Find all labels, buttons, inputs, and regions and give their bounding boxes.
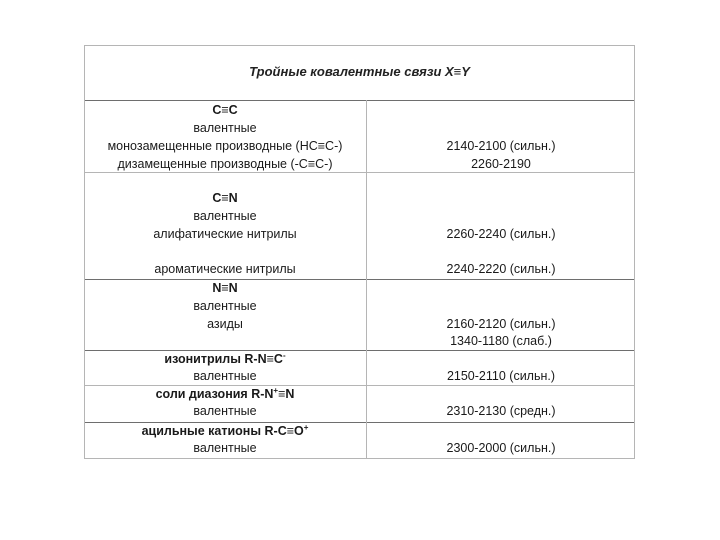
band-value: 2140-2100 (сильн.) [446, 139, 556, 153]
band-value: 1340-1180 (слаб.) [450, 334, 552, 348]
isonitrile-charge: - [282, 350, 286, 360]
bond-cn: C≡N [212, 191, 238, 205]
bond-nn: N≡N [212, 281, 238, 295]
bond-acyl-cation [84, 423, 366, 440]
row-label: валентные [193, 369, 257, 383]
band-value: 2310-2130 (средн.) [446, 404, 556, 418]
row-label: валентные [193, 121, 257, 135]
row-label: ароматические нитрилы [154, 262, 296, 276]
row-label: азиды [207, 317, 243, 331]
row-label: монозамещенные производные (HC≡C-) [107, 139, 343, 153]
acyl-charge: + [303, 422, 309, 432]
acyl-label: ацильные катионы R-C≡O [141, 424, 304, 438]
band-value: 2300-2000 (сильн.) [446, 441, 556, 455]
band-value: 2240-2220 (сильн.) [446, 262, 556, 276]
row-label: валентные [193, 404, 257, 418]
band-value: 2150-2110 (сильн.) [446, 369, 556, 383]
row-label: дизамещенные производные (-C≡C-) [117, 157, 333, 171]
band-value: 2260-2190 [471, 157, 531, 171]
row-label: валентные [193, 299, 257, 313]
ir-bands-table [84, 45, 635, 459]
row-label: валентные [193, 441, 257, 455]
row-divider [84, 100, 635, 101]
row-label: валентные [193, 209, 257, 223]
band-value: 2260-2240 (сильн.) [446, 227, 556, 241]
bond-isonitrile [84, 351, 366, 368]
isonitrile-label: изонитрилы R-N [164, 352, 267, 366]
row-label: алифатические нитрилы [153, 227, 297, 241]
bond-cc: C≡C [212, 103, 238, 117]
table-title: Тройные ковалентные связи X≡Y [249, 64, 470, 79]
table-border-right [634, 45, 635, 459]
isonitrile-formula: ≡C [266, 352, 283, 366]
table-border-top [84, 45, 635, 46]
diazonium-label: соли диазония R-N [155, 387, 274, 401]
diazonium-formula: ≡N [278, 387, 295, 401]
diazonium-charge: + [273, 385, 279, 395]
bond-diazonium [84, 386, 366, 403]
table-border-bottom [84, 458, 635, 459]
band-value: 2160-2120 (сильн.) [446, 317, 556, 331]
